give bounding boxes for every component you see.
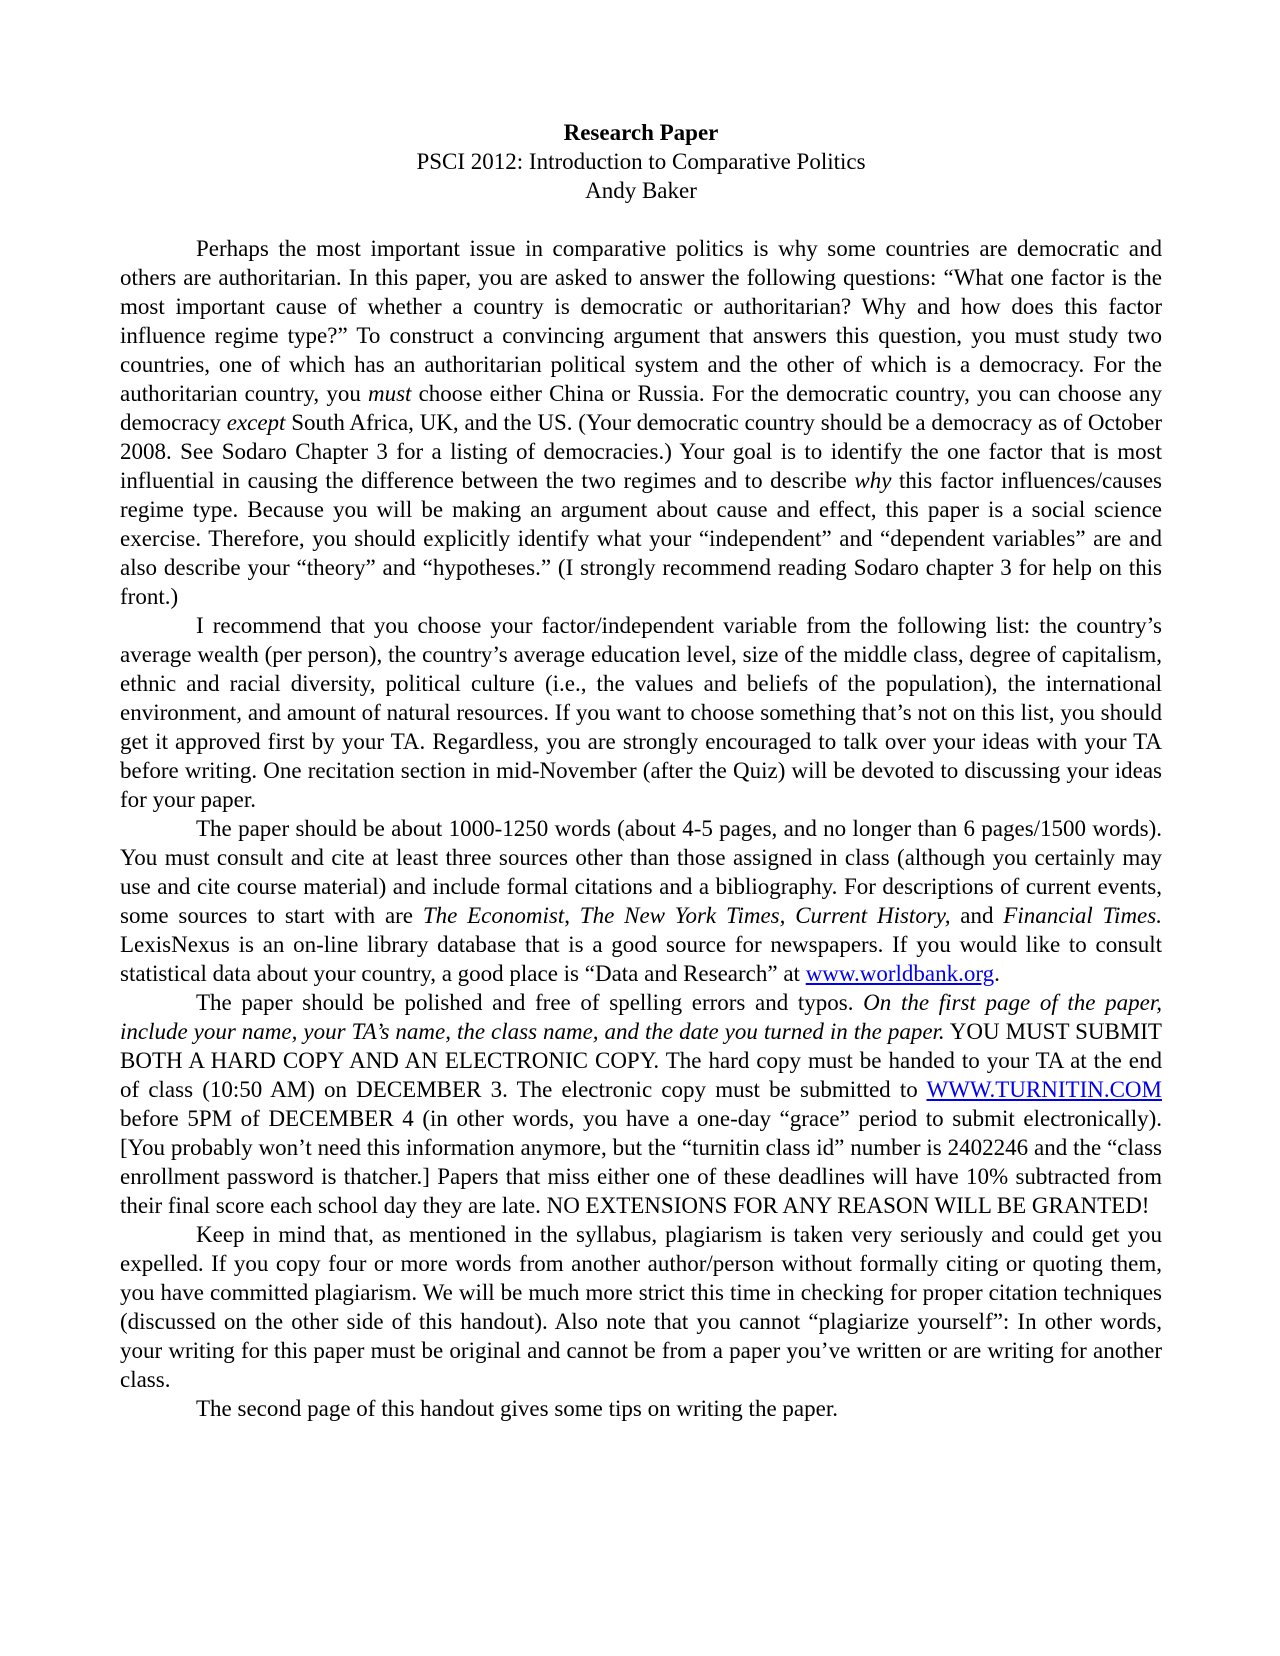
author-name: Andy Baker — [585, 178, 697, 203]
paragraph-factors: I recommend that you choose your factor/independent variable from the following list: the country’s average wealth (per person), the country’s average education level, size of the middle class, degree of capitalism, ethnic and racial diversity, political culture (i.e., the values and beliefs of the population), the international environment, and amount of natural resources. If you want to choose something that’s not on this list, you should get it approved first by your TA. Regardless, you are strongly encouraged to talk over your ideas with your TA before writing. One recitation section in mid-November (after the Quiz) will be devoted to discussing your ideas for your paper. — [120, 613, 1162, 812]
turnitin-link[interactable]: WWW.TURNITIN.COM — [926, 1077, 1162, 1102]
paragraph-length-text-5: . — [994, 961, 1000, 986]
source-nyt-current-history: The New York Times, Current History, — [579, 903, 951, 928]
worldbank-link[interactable]: www.worldbank.org — [805, 961, 995, 986]
paragraph-length-text-4: LexisNexus is an on-line library database that is a good source for newspapers. If you would like to consult statistical data about your country, a good place is “Data and Research” at — [120, 932, 1162, 986]
document-title: Research Paper — [563, 120, 719, 145]
paragraph-intro — [120, 234, 1162, 611]
emphasis-except: except — [226, 410, 286, 435]
paragraph-submission — [120, 988, 1162, 1220]
document-page — [120, 118, 1162, 1423]
paragraph-submission-text-3: before 5PM of DECEMBER 4 (in other words, you have a one-day “grace” period to submit electronically). [You probably won’t need this information anymore, but the “turnitin class id” number is 2402246 and the “class enrollment password is thatcher.] Papers that miss either one of these deadlines will have 10% subtracted from their final score each school day they are late. NO EXTENSIONS FOR ANY REASON WILL BE GRANTED! — [120, 1106, 1162, 1218]
paragraph-length-text-3: and — [950, 903, 1004, 928]
source-economist: The Economist — [422, 903, 565, 928]
paragraph-intro-text-3: South Africa, UK, and the US. (Your democratic country should be a democracy as of October 2008. See Sodaro Chapter 3 for a listing of democracies.) Your goal is to identify the one factor that is most influential in causing the difference between the two regimes and to describe — [120, 410, 1162, 493]
course-title: PSCI 2012: Introduction to Comparative Politics — [416, 149, 866, 174]
emphasis-must: must — [367, 381, 412, 406]
document-body — [120, 234, 1162, 1423]
paragraph-submission-text-2: YOU MUST SUBMIT BOTH A HARD COPY AND AN ELECTRONIC COPY. The hard copy must be handed to your TA at the end of class (10:50 AM) on DECEMBER 3. The electronic copy must be submitted to — [120, 1019, 1162, 1102]
paragraph-length-text-1: The paper should be about 1000-1250 words (about 4-5 pages, and no longer than 6 pages/1500 words). You must consult and cite at least three sources other than those assigned in class (although you certainly may use and cite course material) and include formal citations and a bibliography. For descriptions of current events, some sources to start with are — [120, 816, 1162, 928]
paragraph-second-page-note: The second page of this handout gives some tips on writing the paper. — [196, 1396, 838, 1421]
paragraph-submission-text-1: The paper should be polished and free of spelling errors and typos. — [196, 990, 864, 1015]
emphasis-why: why — [854, 468, 892, 493]
paragraph-plagiarism: Keep in mind that, as mentioned in the syllabus, plagiarism is taken very seriously and could get you expelled. If you copy four or more words from another author/person without formally citing or quoting them, you have committed plagiarism. We will be much more strict this time in checking for proper citation techniques (discussed on the other side of this handout). Also note that you cannot “plagiarize yourself”: In other words, your writing for this paper must be original and cannot be from a paper you’ve written or are writing for another class. — [120, 1222, 1162, 1392]
paragraph-length-sources — [120, 814, 1162, 988]
source-financial-times: Financial Times. — [1003, 903, 1162, 928]
paragraph-intro-text-1: Perhaps the most important issue in comparative politics is why some countries are democratic and others are authoritarian. In this paper, you are asked to answer the following questions: “What one factor is the most important cause of whether a country is democratic or authoritarian? Why and how does this factor influence regime type?” To construct a convincing argument that answers this question, you must study two countries, one of which has an authoritarian political system and the other of which is a democracy. For the authoritarian country, you — [120, 236, 1162, 406]
paragraph-intro-text-2: choose either China or Russia. For the democratic country, you can choose any democracy — [120, 381, 1162, 435]
paragraph-length-text-2: , — [564, 903, 580, 928]
paragraph-intro-text-4: this factor influences/causes regime type. Because you will be making an argument about cause and effect, this paper is a social science exercise. Therefore, you should explicitly identify what your “independent” and “dependent variables” are and also describe your “theory” and “hypotheses.” (I strongly recommend reading Sodaro chapter 3 for help on this front.) — [120, 468, 1162, 609]
first-page-instructions: On the first page of the paper, include your name, your TA’s name, the class name, and the date you turned in the paper. — [120, 990, 1162, 1044]
document-header — [120, 118, 1162, 205]
